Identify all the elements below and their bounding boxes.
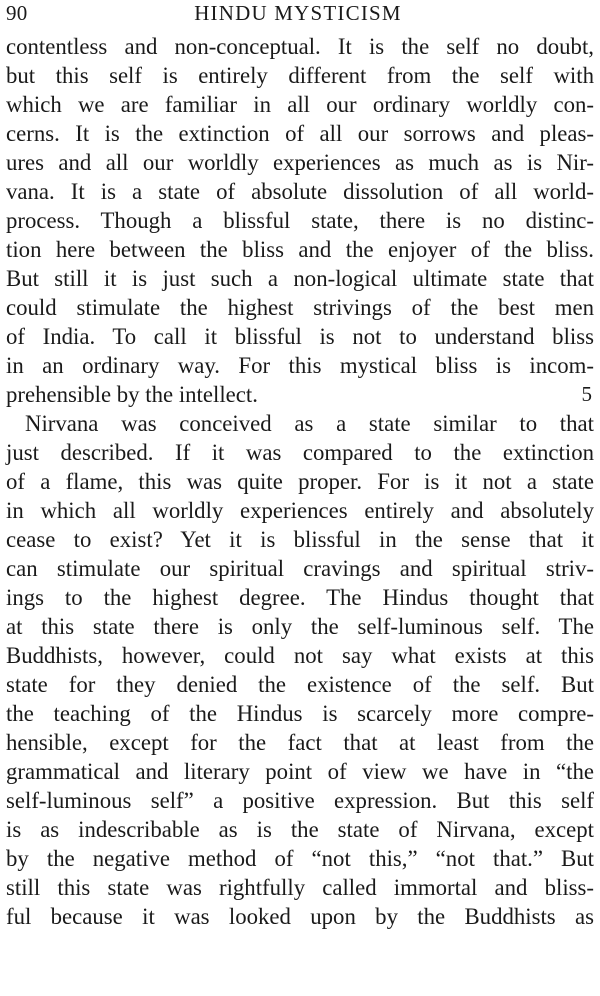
text-line: But still it is just such a non-logical ultimate state that (6, 266, 594, 291)
text-line: self-luminous self” a positive expression. But this self (6, 788, 594, 813)
text-line: of a flame, this was quite proper. For is it not a state (6, 469, 594, 494)
text-line: Nirvana was conceived as a state similar to that (25, 411, 594, 436)
margin-line-number: 5 (581, 382, 592, 406)
text-line: hensible, except for the fact that at least from the (6, 730, 594, 755)
text-line: at this state there is only the self-luminous self. The (6, 614, 594, 639)
text-line: still this state was rightfully called immortal and bliss- (6, 875, 594, 900)
text-line: cease to exist? Yet it is blissful in the sense that it (6, 527, 594, 552)
text-line: Buddhists, however, could not say what exists at this (6, 643, 594, 668)
paragraph (6, 409, 594, 931)
text-line: the teaching of the Hindus is scarcely more compre- (6, 701, 594, 726)
text-line: vana. It is a state of absolute dissolution of all world- (6, 179, 594, 204)
running-head (6, 0, 590, 26)
text-line: cerns. It is the extinction of all our sorrows and pleas- (6, 121, 594, 146)
text-line: in which all worldly experiences entirely and absolutely (6, 498, 594, 523)
text-line: which we are familiar in all our ordinary worldly con- (6, 92, 594, 117)
text-line: prehensible by the intellect. (6, 382, 258, 407)
text-line: could stimulate the highest strivings of the best men (6, 295, 594, 320)
paragraph (6, 32, 594, 409)
text-line: ful because it was looked upon by the Buddhists as (6, 904, 594, 929)
text-line: is as indescribable as is the state of Nirvana, except (6, 817, 594, 842)
text-line: grammatical and literary point of view we have in “the (6, 759, 594, 784)
running-title: HINDU MYSTICISM (194, 1, 402, 25)
body-text (6, 32, 594, 931)
text-line: but this self is entirely different from the self with (6, 63, 594, 88)
text-line: ures and all our worldly experiences as much as is Nir- (6, 150, 594, 175)
text-line-with-margin-number (6, 380, 594, 409)
text-line: process. Though a blissful state, there is no distinc- (6, 208, 594, 233)
text-line: of India. To call it blissful is not to understand bliss (6, 324, 594, 349)
text-line: can stimulate our spiritual cravings and spiritual striv- (6, 556, 594, 581)
page-number: 90 (6, 1, 28, 25)
text-line: contentless and non-conceptual. It is the self no doubt, (6, 34, 594, 59)
text-line: by the negative method of “not this,” “not that.” But (6, 846, 594, 871)
text-line: tion here between the bliss and the enjoyer of the bliss. (6, 237, 594, 262)
text-line: state for they denied the existence of the self. But (6, 672, 594, 697)
text-line: in an ordinary way. For this mystical bliss is incom- (6, 353, 594, 378)
text-line: just described. If it was compared to the extinction (6, 440, 594, 465)
text-line: ings to the highest degree. The Hindus thought that (6, 585, 594, 610)
